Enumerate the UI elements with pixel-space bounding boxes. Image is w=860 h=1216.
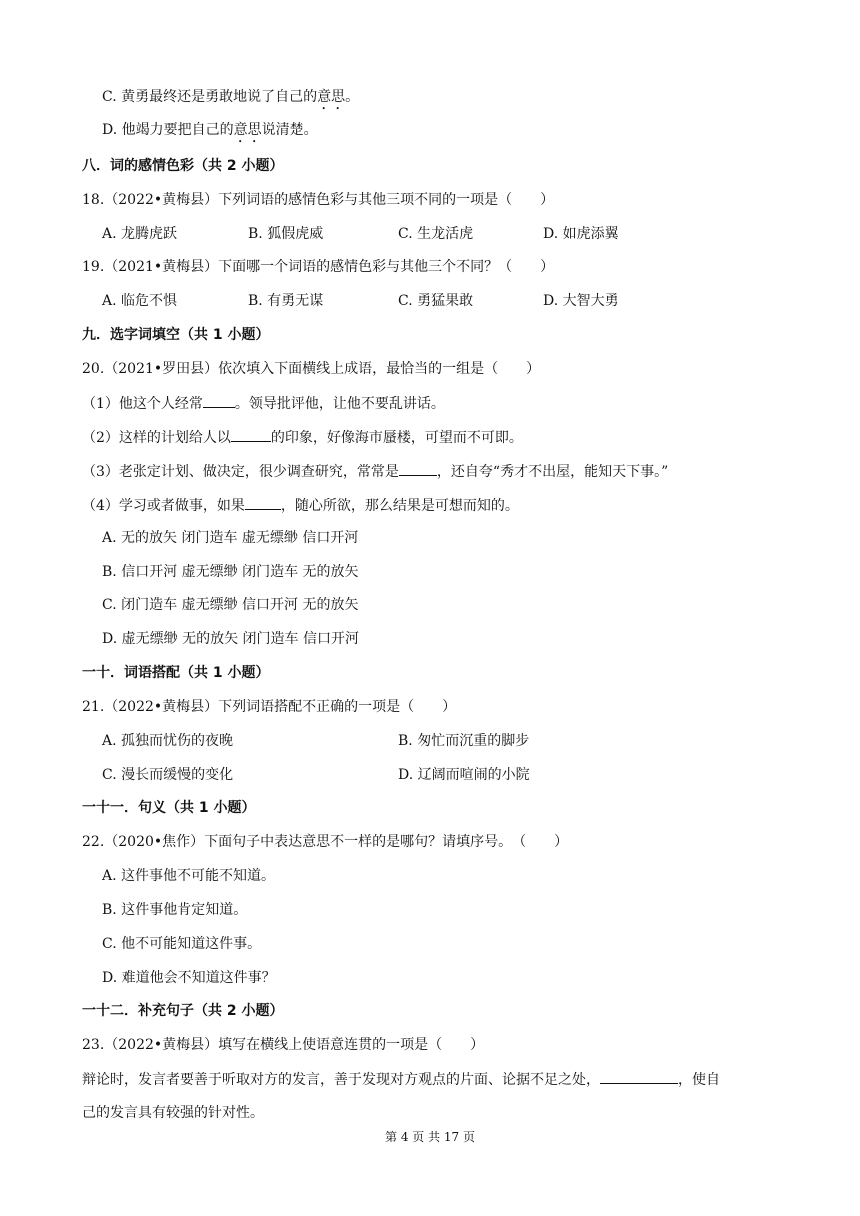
q18-stem: 18.（2022•黄梅县）下列词语的感情色彩与其他三项不同的一项是（ ） [82, 192, 555, 208]
q20-option-c: C. 闭门造车 虚无缥缈 信口开河 无的放矢 [102, 597, 359, 613]
q19-option-c: C. 勇猛果敢 [398, 293, 474, 309]
section-9-title: 九．选字词填空（共 1 小题） [82, 327, 270, 343]
q20-sentence-1: （1）他这个人经常 。领导批评他，让他不要乱讲话。 [82, 393, 445, 414]
fill-blank [399, 461, 437, 476]
q20-option-b: B. 信口开河 虚无缥缈 闭门造车 无的放矢 [102, 564, 359, 580]
fill-blank [231, 427, 271, 442]
q20-option-a: A. 无的放矢 闭门造车 虚无缥缈 信口开河 [102, 530, 359, 546]
page-number: 第 4 页 共 17 页 [385, 1130, 475, 1144]
q22-option-a: A. 这件事他不可能不知道。 [102, 868, 276, 884]
fill-blank [203, 393, 235, 408]
q21-option-c: C. 漫长而缓慢的变化 [102, 767, 234, 783]
section-10-title: 一十．词语搭配（共 1 小题） [82, 665, 270, 681]
q22-option-d: D. 难道他会不知道这件事？ [102, 970, 276, 986]
q23-passage-line-2: 己的发言具有较强的针对性。 [82, 1105, 264, 1121]
q20-sentence-2: （2）这样的计划给人以 的印象，好像海市蜃楼，可望而不可即。 [82, 427, 523, 448]
q17-option-c: C. 黄勇最终还是勇敢地说了自己的意思。 [102, 89, 360, 105]
q23-stem: 23.（2022•黄梅县）填写在横线上使语意连贯的一项是（ ） [82, 1037, 485, 1053]
q20-sentence-4: （4）学习或者做事，如果 ，随心所欲，那么结果是可想而知的。 [82, 495, 519, 516]
fill-blank [245, 495, 281, 510]
section-8-title: 八．词的感情色彩（共 2 小题） [82, 158, 284, 174]
q21-option-d: D. 辽阔而喧闹的小院 [398, 767, 530, 783]
q21-stem: 21.（2022•黄梅县）下列词语搭配不正确的一项是（ ） [82, 699, 457, 715]
fill-blank [600, 1069, 678, 1084]
q22-option-b: B. 这件事他肯定知道。 [102, 902, 248, 918]
q19-option-a: A. 临危不惧 [102, 293, 178, 309]
q20-sentence-3: （3）老张定计划、做决定，很少调查研究，常常是 ，还自夸“秀才不出屋，能知天下事。” [82, 461, 668, 482]
q18-option-b: B. 狐假虎威 [248, 226, 324, 242]
q20-option-d: D. 虚无缥缈 无的放矢 闭门造车 信口开河 [102, 631, 359, 647]
section-12-title: 一十二．补充句子（共 2 小题） [82, 1003, 284, 1019]
q23-passage-line-1: 辩论时，发言者要善于听取对方的发言，善于发现对方观点的片面、论据不足之处， ，使自 [82, 1069, 720, 1090]
q20-stem: 20.（2021•罗田县）依次填入下面横线上成语，最恰当的一组是（ ） [82, 361, 541, 377]
q19-option-b: B. 有勇无谋 [248, 293, 324, 309]
section-11-title: 一十一．句义（共 1 小题） [82, 800, 256, 816]
q18-option-d: D. 如虎添翼 [543, 226, 619, 242]
q22-option-c: C. 他不可能知道这件事。 [102, 936, 262, 952]
q19-stem: 19.（2021•黄梅县）下面哪一个词语的感情色彩与其他三个不同？（ ） [82, 259, 555, 275]
q17-option-d: D. 他竭力要把自己的意思说清楚。 [102, 122, 318, 138]
q22-stem: 22.（2020•焦作）下面句子中表达意思不一样的是哪句？请填序号。 （ ） [82, 834, 569, 850]
q19-option-d: D. 大智大勇 [543, 293, 619, 309]
q21-option-a: A. 孤独而忧伤的夜晚 [102, 733, 234, 749]
q18-option-c: C. 生龙活虎 [398, 226, 474, 242]
q18-option-a: A. 龙腾虎跃 [102, 226, 178, 242]
q21-option-b: B. 匆忙而沉重的脚步 [398, 733, 530, 749]
